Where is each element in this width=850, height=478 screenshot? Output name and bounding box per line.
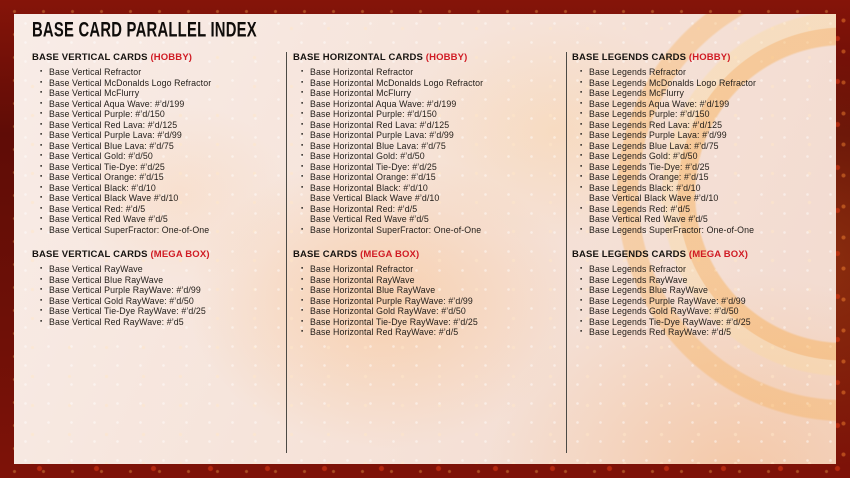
bullet-icon: ▪: [301, 286, 304, 293]
list-item: [572, 296, 818, 307]
list-item: [572, 88, 818, 99]
list-item: [293, 214, 566, 225]
section-heading-text: BASE LEGENDS CARDS: [572, 249, 687, 260]
list-item: [572, 141, 818, 152]
list-item: [293, 109, 566, 120]
bullet-icon: ▪: [40, 183, 43, 191]
bullet-icon: ▪: [580, 307, 583, 314]
bullet-icon: ▪: [40, 204, 43, 212]
item-label: Base Vertical Purple RayWave: #’d/99: [49, 285, 201, 295]
bullet-icon: ▪: [301, 120, 304, 128]
section-heading: [32, 52, 286, 64]
item-label: Base Horizontal Gold: #’d/50: [310, 151, 425, 161]
item-label: Base Legends Tie-Dye: #’d/25: [589, 161, 710, 172]
item-label: Base Horizontal SuperFractor: One-of-One: [310, 224, 482, 235]
bullet-icon: ▪: [301, 162, 304, 170]
item-label: Base Horizontal Purple RayWave: #’d/99: [310, 295, 473, 306]
bullet-icon: ▪: [40, 68, 43, 75]
item-label: Base Vertical Blue RayWave: [49, 274, 164, 285]
list-item: [572, 214, 818, 225]
bullet-icon: ▪: [40, 286, 43, 293]
list-item: [572, 120, 818, 131]
section-heading-tag: (HOBBY): [150, 52, 193, 63]
item-label: Base Horizontal Refractor: [310, 67, 414, 77]
bullet-icon: ▪: [40, 265, 43, 272]
list-item: [293, 162, 566, 173]
item-label: Base Vertical McFlurry: [49, 88, 140, 98]
item-label: Base Vertical Black Wave #’d/10: [49, 193, 179, 203]
item-label: Base Horizontal Refractor: [310, 264, 414, 274]
bullet-icon: ▪: [580, 99, 583, 107]
item-label: Base Horizontal Red: #’d/5: [310, 203, 418, 214]
item-label: Base Vertical Red: #’d/5: [49, 203, 146, 214]
bullet-icon: ▪: [40, 162, 43, 170]
list-item: [293, 172, 566, 183]
list-item: [293, 264, 566, 275]
list-item: [293, 275, 566, 286]
section-heading-text: BASE VERTICAL CARDS: [32, 249, 148, 260]
bullet-icon: ▪: [301, 296, 304, 304]
item-label: Base Horizontal McDonalds Logo Refractor: [310, 77, 484, 88]
page-title: BASE CARD PARALLEL INDEX: [32, 18, 257, 43]
bullet-icon: ▪: [40, 120, 43, 128]
item-label: Base Vertical RayWave: [49, 264, 143, 274]
bullet-icon: ▪: [580, 183, 583, 191]
bullet-icon: ▪: [301, 307, 304, 314]
content-panel: [14, 14, 836, 464]
item-label: Base Legends Purple Lava: #’d/99: [589, 130, 727, 140]
list-item: [572, 99, 818, 110]
list-item: [32, 67, 286, 78]
bullet-icon: ▪: [40, 275, 43, 283]
bullet-icon: ▪: [580, 78, 583, 86]
bullet-icon: ▪: [580, 173, 583, 180]
bullet-icon: ▪: [580, 141, 583, 149]
bullet-icon: ▪: [580, 286, 583, 293]
item-label: Base Legends Refractor: [589, 264, 687, 274]
bullet-icon: ▪: [301, 183, 304, 191]
section-heading-text: BASE LEGENDS CARDS: [572, 52, 687, 63]
bullet-icon: ▪: [580, 162, 583, 170]
list-item: [572, 183, 818, 194]
item-label: Base Vertical Red Lava: #’d/125: [49, 119, 178, 130]
item-label: Base Legends McFlurry: [589, 88, 684, 98]
item-label: Base Horizontal McFlurry: [310, 88, 412, 98]
bullet-icon: ▪: [301, 99, 304, 107]
bullet-icon: ▪: [40, 194, 43, 201]
list-item: [32, 162, 286, 173]
item-label: Base Horizontal Gold RayWave: #’d/50: [310, 306, 466, 316]
bullet-icon: ▪: [580, 68, 583, 75]
list-item: [32, 193, 286, 204]
bullet-icon: ▪: [580, 265, 583, 272]
list-item: [293, 67, 566, 78]
list-item: [32, 204, 286, 215]
list-item: [293, 285, 566, 296]
list-item: [32, 275, 286, 286]
bullet-icon: ▪: [580, 120, 583, 128]
item-label: Base Vertical Black Wave #’d/10: [310, 193, 440, 203]
item-label: Base Legends SuperFractor: One-of-One: [589, 224, 755, 235]
item-label: Base Legends McDonalds Logo Refractor: [589, 77, 757, 88]
bullet-icon: ▪: [301, 225, 304, 233]
item-label: Base Vertical Red Wave #’d/5: [589, 214, 708, 224]
item-label: Base Legends Blue RayWave: [589, 285, 709, 295]
bullet-icon: ▪: [301, 152, 304, 159]
item-label: Base Legends Orange: #’d/15: [589, 172, 709, 182]
list-item: [572, 151, 818, 162]
bullet-icon: ▪: [301, 317, 304, 325]
item-label: Base Legends RayWave: [589, 274, 688, 285]
item-label: Base Legends Red RayWave: #’d/5: [589, 327, 732, 337]
item-label: Base Vertical Aqua Wave: #’d/199: [49, 98, 185, 109]
section-heading-text: BASE VERTICAL CARDS: [32, 52, 148, 63]
list-item: [32, 78, 286, 89]
bullet-icon: ▪: [301, 265, 304, 272]
list-item: [32, 99, 286, 110]
list-item: [293, 120, 566, 131]
item-label: Base Vertical Black: #’d/10: [49, 182, 156, 193]
list-item: [572, 285, 818, 296]
list-item: [572, 172, 818, 183]
list-item: [572, 264, 818, 275]
item-label: Base Horizontal Blue RayWave: [310, 285, 436, 295]
item-label: Base Horizontal Purple: #’d/150: [310, 109, 437, 119]
item-label: Base Legends Purple RayWave: #’d/99: [589, 295, 746, 306]
list-item: [572, 78, 818, 89]
list-item: [572, 317, 818, 328]
list-item: [572, 130, 818, 141]
bullet-icon: ▪: [580, 328, 583, 335]
item-label: Base Horizontal Orange: #’d/15: [310, 172, 436, 182]
list-item: [293, 183, 566, 194]
list-item: [293, 306, 566, 317]
item-label: Base Vertical Purple: #’d/150: [49, 109, 165, 119]
list-item: [572, 67, 818, 78]
bullet-icon: ▪: [40, 141, 43, 149]
list-item: [572, 204, 818, 215]
item-label: Base Legends Aqua Wave: #’d/199: [589, 98, 730, 109]
list-item: [32, 130, 286, 141]
bullet-icon: ▪: [301, 89, 304, 96]
section-heading: [32, 249, 286, 261]
item-label: Base Horizontal Purple Lava: #’d/99: [310, 130, 454, 140]
bullet-icon: ▪: [580, 204, 583, 212]
section-heading-tag: (HOBBY): [425, 52, 468, 63]
bullet-icon: ▪: [301, 204, 304, 212]
bullet-icon: ▪: [580, 89, 583, 96]
item-label: Base Vertical Red Wave #’d/5: [310, 214, 429, 224]
section-heading-tag: (MEGA BOX): [150, 249, 210, 260]
list-item: [32, 225, 286, 236]
list-item: [572, 306, 818, 317]
list-item: [293, 317, 566, 328]
list-item: [293, 78, 566, 89]
column-base-vertical: [32, 52, 286, 453]
section-heading-text: BASE CARDS: [293, 249, 358, 260]
section-heading-tag: (MEGA BOX): [688, 249, 749, 260]
column-base-horizontal: [286, 52, 566, 453]
bullet-icon: ▪: [40, 89, 43, 96]
bullet-icon: ▪: [40, 131, 43, 138]
bullet-icon: ▪: [301, 141, 304, 149]
bullet-icon: ▪: [40, 307, 43, 314]
list-item: [572, 193, 818, 204]
card-list: [293, 264, 566, 338]
list-item: [293, 151, 566, 162]
card-list: [32, 264, 286, 327]
section-heading-tag: (HOBBY): [688, 52, 731, 63]
bullet-icon: ▪: [580, 152, 583, 159]
bullet-icon: ▪: [580, 275, 583, 283]
list-item: [572, 275, 818, 286]
section-heading: [572, 249, 818, 261]
columns: [32, 52, 818, 453]
item-label: Base Vertical Tie-Dye RayWave: #’d/25: [49, 306, 206, 316]
list-item: [32, 151, 286, 162]
section-heading: [572, 52, 818, 64]
bullet-icon: ▪: [301, 68, 304, 75]
bullet-icon: ▪: [40, 296, 43, 304]
list-item: [32, 172, 286, 183]
bullet-icon: ▪: [301, 275, 304, 283]
item-label: Base Vertical Black Wave #’d/10: [589, 193, 719, 203]
item-label: Base Legends Black: #’d/10: [589, 182, 701, 193]
list-item: [293, 327, 566, 338]
list-item: [293, 193, 566, 204]
card-section: [293, 249, 566, 338]
item-label: Base Legends Red: #’d/5: [589, 203, 691, 214]
bullet-icon: ▪: [40, 99, 43, 107]
list-item: [293, 225, 566, 236]
bullet-icon: ▪: [301, 78, 304, 86]
item-label: Base Vertical Gold RayWave: #’d/50: [49, 295, 194, 306]
bullet-icon: ▪: [580, 225, 583, 233]
item-label: Base Horizontal Tie-Dye: #’d/25: [310, 161, 437, 172]
list-item: [293, 204, 566, 215]
bullet-icon: ▪: [40, 173, 43, 180]
bullet-icon: ▪: [580, 131, 583, 138]
bullet-icon: ▪: [580, 110, 583, 117]
list-item: [32, 306, 286, 317]
list-item: [293, 141, 566, 152]
section-heading-text: BASE HORIZONTAL CARDS: [293, 52, 423, 63]
list-item: [32, 120, 286, 131]
bullet-icon: ▪: [40, 215, 43, 222]
item-label: Base Vertical Red Wave #’d/5: [49, 214, 168, 224]
item-label: Base Horizontal Red RayWave: #’d/5: [310, 327, 459, 337]
item-label: Base Horizontal Tie-Dye RayWave: #’d/25: [310, 316, 478, 327]
list-item: [572, 162, 818, 173]
bullet-icon: ▪: [301, 131, 304, 138]
list-item: [32, 183, 286, 194]
list-item: [293, 88, 566, 99]
list-item: [32, 214, 286, 225]
bullet-icon: ▪: [580, 317, 583, 325]
item-label: Base Vertical Tie-Dye: #’d/25: [49, 161, 165, 172]
item-label: Base Vertical SuperFractor: One-of-One: [49, 224, 210, 235]
section-heading-tag: (MEGA BOX): [360, 249, 420, 260]
bullet-icon: ▪: [40, 225, 43, 233]
section-heading: [293, 52, 566, 64]
card-section: [572, 52, 818, 235]
bullet-icon: ▪: [301, 110, 304, 117]
item-label: Base Horizontal Black: #’d/10: [310, 182, 428, 193]
card-list: [572, 67, 818, 235]
bullet-icon: ▪: [301, 173, 304, 180]
bullet-icon: ▪: [580, 296, 583, 304]
card-section: [572, 249, 818, 338]
list-item: [572, 327, 818, 338]
list-item: [32, 296, 286, 307]
column-base-legends: [566, 52, 818, 453]
item-label: Base Legends Tie-Dye RayWave: #’d/25: [589, 316, 751, 327]
item-label: Base Legends Purple: #’d/150: [589, 109, 710, 119]
card-section: [293, 52, 566, 235]
item-label: Base Legends Blue Lava: #’d/75: [589, 140, 719, 151]
list-item: [32, 88, 286, 99]
item-label: Base Vertical Red RayWave: #’d5: [49, 316, 184, 327]
item-label: Base Legends Gold: #’d/50: [589, 151, 698, 161]
item-label: Base Vertical Purple Lava: #’d/99: [49, 130, 182, 140]
list-item: [32, 317, 286, 328]
list-item: [293, 130, 566, 141]
item-label: Base Horizontal RayWave: [310, 274, 415, 285]
item-label: Base Vertical Refractor: [49, 67, 142, 77]
item-label: Base Vertical Orange: #’d/15: [49, 172, 164, 182]
item-label: Base Vertical Gold: #’d/50: [49, 151, 153, 161]
item-label: Base Legends Red Lava: #’d/125: [589, 119, 723, 130]
card-section: [32, 249, 286, 327]
card-list: [572, 264, 818, 338]
list-item: [293, 99, 566, 110]
list-item: [32, 141, 286, 152]
bullet-icon: ▪: [40, 152, 43, 159]
card-section: [32, 52, 286, 235]
bullet-icon: ▪: [40, 317, 43, 325]
list-item: [293, 296, 566, 307]
list-item: [32, 109, 286, 120]
card-list: [32, 67, 286, 235]
bullet-icon: ▪: [40, 78, 43, 86]
item-label: Base Vertical Blue Lava: #’d/75: [49, 140, 174, 151]
list-item: [572, 109, 818, 120]
bullet-icon: ▪: [301, 328, 304, 335]
item-label: Base Horizontal Red Lava: #’d/125: [310, 119, 450, 130]
item-label: Base Legends Refractor: [589, 67, 687, 77]
list-item: [32, 264, 286, 275]
item-label: Base Vertical McDonalds Logo Refractor: [49, 77, 212, 88]
item-label: Base Horizontal Blue Lava: #’d/75: [310, 140, 446, 151]
card-list: [293, 67, 566, 235]
item-label: Base Legends Gold RayWave: #’d/50: [589, 306, 739, 316]
bullet-icon: ▪: [40, 110, 43, 117]
item-label: Base Horizontal Aqua Wave: #’d/199: [310, 98, 457, 109]
list-item: [32, 285, 286, 296]
section-heading: [293, 249, 566, 261]
list-item: [572, 225, 818, 236]
